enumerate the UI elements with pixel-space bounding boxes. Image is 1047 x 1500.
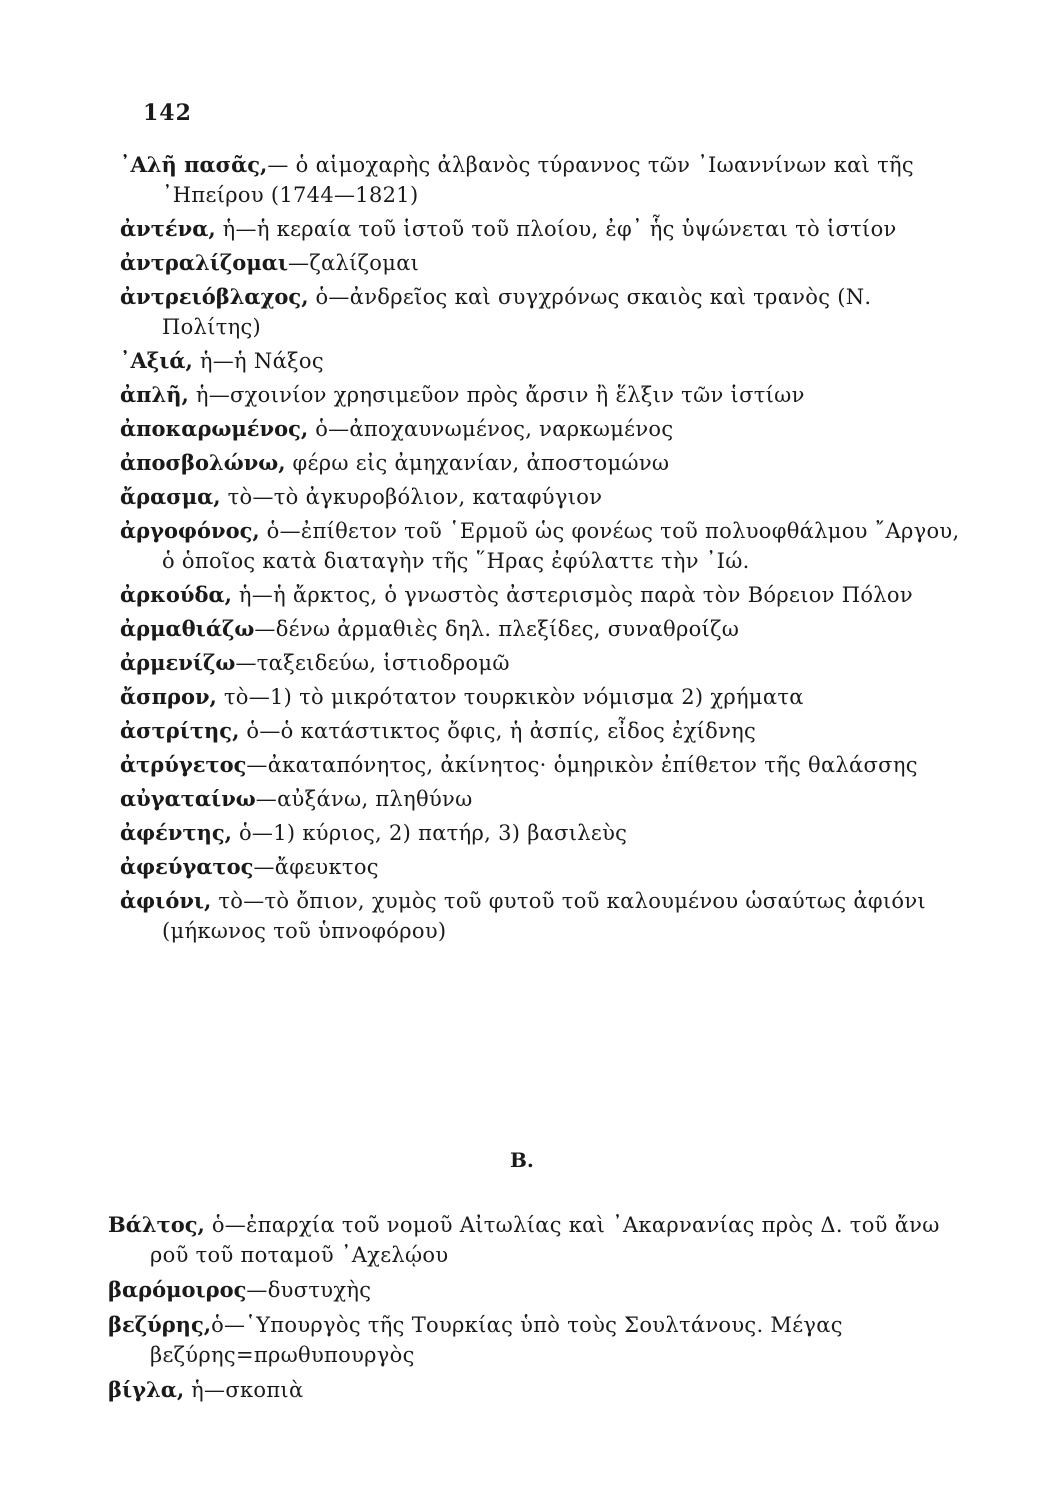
entry-definition: ὁ—ἐπίθετον τοῦ ῾Ερμοῦ ὡς φονέως τοῦ πολυοφθάλμου ῎Αργου, ὁ ὁποῖος κατὰ διαταγὴν τῆς ῞Ηρας ἐφύλαττε τὴν ᾿Ιώ. [162,519,960,573]
entry-definition: —δένω ἀρμαθιὲς δηλ. πλεξίδες, συναθροίζω [254,617,740,641]
entry-headword: ἀφεύγατος [120,854,254,879]
section-heading: B. [510,1148,534,1172]
entry-definition: ἡ—ἡ ἄρκτος, ὁ γνωστὸς ἀστερισμὸς παρὰ τὸν Βόρειον Πόλον [231,583,913,607]
entry-headword: ἀργοφόνος, [120,518,260,543]
entry-definition: —ζαλίζομαι [288,251,420,275]
entry [120,448,960,478]
entry-headword: βίγλα, [108,1377,185,1402]
entry-definition: τὸ—1) τὸ μικρότατον τουρκικὸν νόμισμα 2) χρήματα [216,685,804,709]
entry-definition: ὁ—ἀνδρεῖος καὶ συγχρόνως σκαιὸς καὶ τρανὸς (Ν. Πολίτης) [162,285,872,339]
entry [120,380,960,410]
entry-headword: ἀπλῆ, [120,382,189,407]
entry [120,150,960,210]
entry-headword: βεζύρης, [108,1312,212,1337]
entry-definition: —αὐξάνω, πληθύνω [255,787,473,811]
entry [108,1210,958,1270]
entry-headword: ἀποκαρωμένος, [120,416,309,441]
entry [108,1275,958,1305]
entry-headword: βαρόμοιρος [108,1277,247,1302]
entry-definition: —δυστυχὴς [246,1278,372,1302]
page-number: 142 [143,100,192,126]
entry-definition: τὸ—τὸ ἀγκυροβόλιον, καταφύγιον [220,485,603,509]
entry-headword: ἀντένα, [120,216,216,241]
entry-headword: Βάλτος, [108,1212,205,1237]
entry-headword: ἀφέντης, [120,820,232,845]
entry-definition: ὁ—1) κύριος, 2) πατήρ, 3) βασιλεὺς [232,821,628,845]
entry [108,1310,958,1370]
entry [120,818,960,848]
entry [120,784,960,814]
entry [120,580,960,610]
entry-definition: ἡ—ἡ κεραία τοῦ ἱστοῦ τοῦ πλοίου, ἐφ᾽ ἧς ὑψώνεται τὸ ἱστίον [215,217,897,241]
entry [120,682,960,712]
entry [120,750,960,780]
entry-headword: ἀφιόνι, [120,888,212,913]
entry-definition: ὁ—ὁ κατάστικτος ὄφις, ἡ ἀσπίς, εἶδος ἐχίδνης [239,719,757,743]
entry-definition: ἡ—σκοπιὰ [184,1378,304,1402]
entry-headword: ἀποσβολώνω, [120,450,286,475]
entry-headword: ἄσπρον, [120,684,217,709]
entry-headword: αὐγαταίνω [120,786,256,811]
entry [120,516,960,576]
entry-headword: ἀρκούδα, [120,582,232,607]
entry-definition: ὁ—ἀποχαυνωμένος, ναρκωμένος [308,417,674,441]
entry-definition: ἡ—ἡ Νάξος [192,349,324,373]
entry-definition: — ὁ αἱμοχαρὴς ἀλβανὸς τύραννος τῶν ᾿Ιωαννίνων καὶ τῆς ᾿Ηπείρου (1744—1821) [162,153,914,207]
entry-headword: ἀντραλίζομαι [120,250,289,275]
entry-headword: ᾿Αξιά, [120,348,193,373]
entry-definition: ὁ—῾Υπουργὸς τῆς Τουρκίας ὑπὸ τοὺς Σουλτάνους. Μέγας βεζύρης=πρωθυπουργὸς [150,1313,843,1367]
entry [108,1375,958,1405]
section-a-entries [120,150,960,950]
entry-definition: τὸ—τὸ ὄπιον, χυμὸς τοῦ φυτοῦ τοῦ καλουμένου ὡσαύτως ἀφιόνι (μήκωνος τοῦ ὑπνοφόρου) [162,889,926,943]
entry-definition: φέρω εἰς ἀμηχανίαν, ἀποστομώνω [285,451,670,475]
entry [120,346,960,376]
entry-headword: ἄρασμα, [120,484,221,509]
entry [120,852,960,882]
entry [120,482,960,512]
entry-definition: ἡ—σχοινίον χρησιμεῦον πρὸς ἄρσιν ἢ ἕλξιν τῶν ἱστίων [188,383,805,407]
entry-headword: ἀρμαθιάζω [120,616,255,641]
entry [120,248,960,278]
entry [120,282,960,342]
entry [120,214,960,244]
entry-definition: —ἄφευκτος [253,855,379,879]
entry [120,614,960,644]
entry-definition: ὁ—ἐπαρχία τοῦ νομοῦ Αἰτωλίας καὶ ᾿Ακαρνανίας πρὸς Δ. τοῦ ἄνω ροῦ τοῦ ποταμοῦ ᾿Αχελῴου [150,1213,940,1267]
entry [120,886,960,946]
entry-headword: ᾿Αλῆ πασᾶς, [120,152,268,177]
entry [120,716,960,746]
entry-definition: —ἀκαταπόνητος, ἀκίνητος· ὁμηρικὸν ἐπίθετον τῆς θαλάσσης [246,753,918,777]
entry-definition: —ταξειδεύω, ἱστιοδρομῶ [235,651,510,675]
section-b-entries [108,1210,958,1410]
entry [120,414,960,444]
entry-headword: ἀρμενίζω [120,650,236,675]
entry-headword: ἀντρειόβλαχος, [120,284,309,309]
entry [120,648,960,678]
entry-headword: ἀστρίτης, [120,718,240,743]
entry-headword: ἀτρύγετος [120,752,247,777]
